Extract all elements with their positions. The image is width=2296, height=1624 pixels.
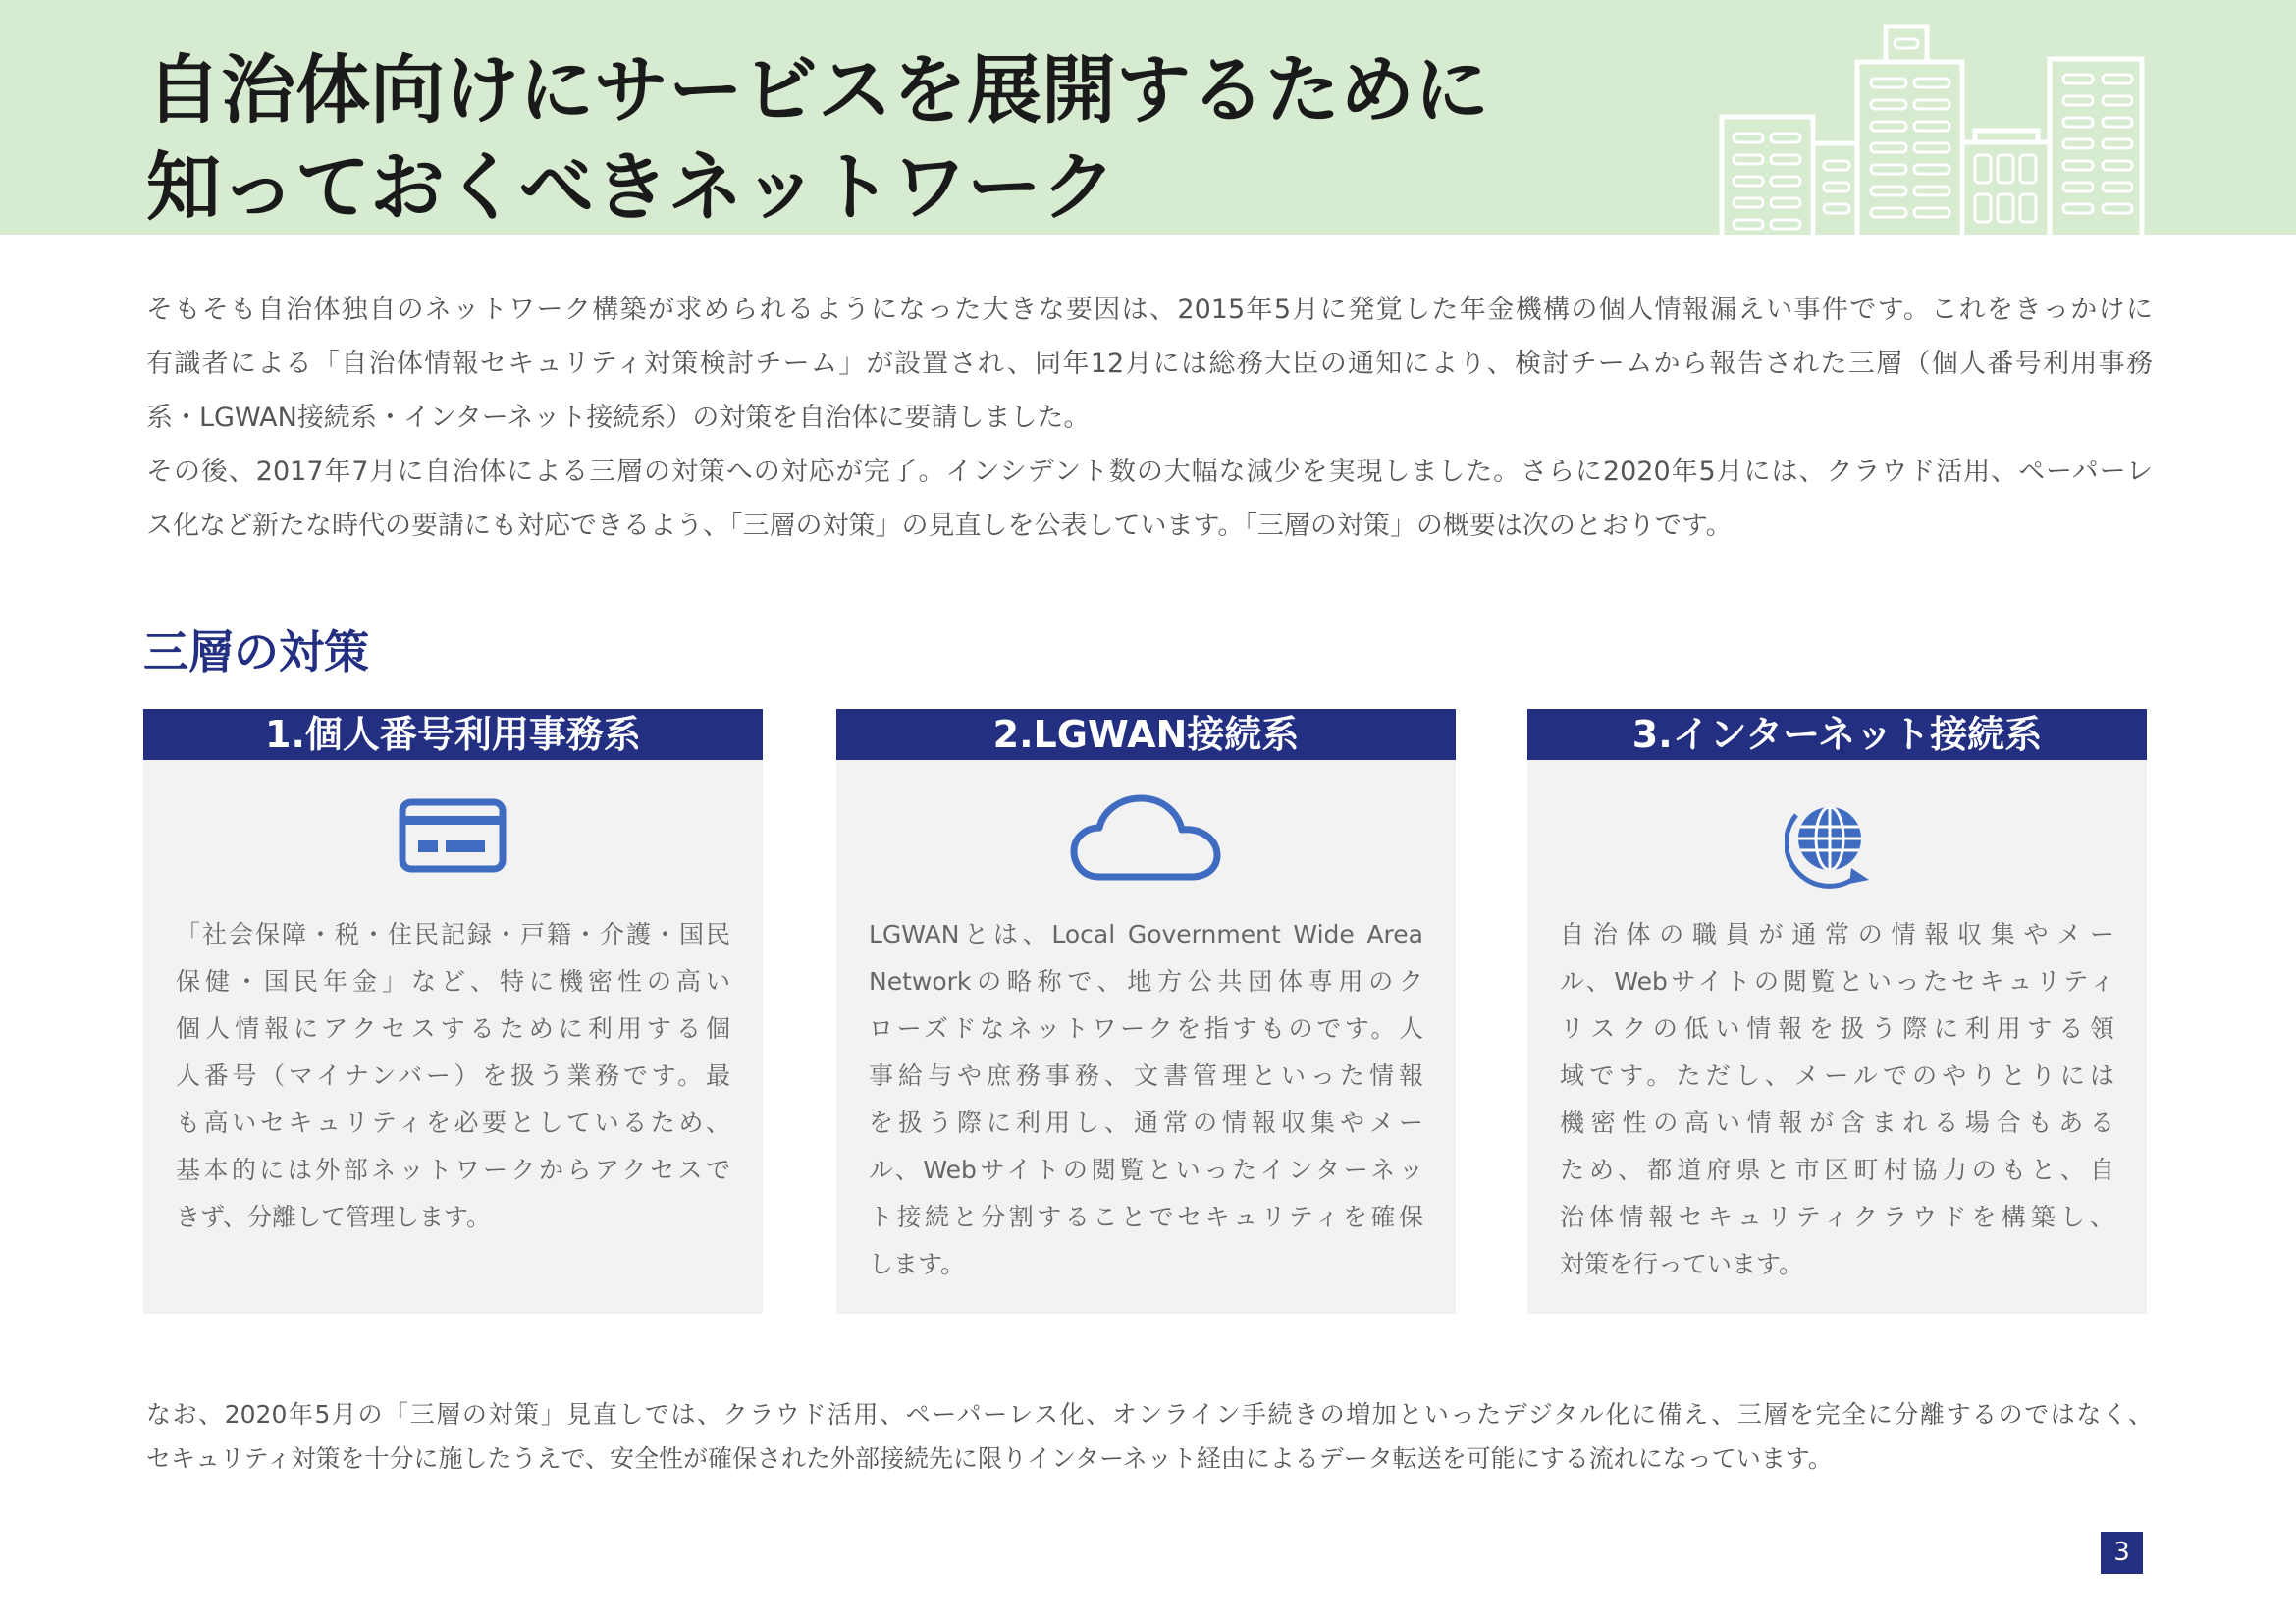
column-internet <box>1527 709 2147 1314</box>
intro-line: その後、2017年7月に自治体による三層の対策への対応が完了。インシデント数の大幅な減少を実現しました。さらに2020年5月には、クラウド活用、ペーパーレ <box>146 457 2153 487</box>
intro-line: ス化など新たな時代の要請にも対応できるよう、「三層の対策」の見直しを公表しています。「三層の対策」の概要は次のとおりです。 <box>146 511 1733 541</box>
column-description <box>1560 911 2114 1288</box>
column-line: ため、都道府県と市区町村協力のもと、自 <box>1560 1156 2114 1184</box>
column-line: を扱う際に利用し、通常の情報収集やメー <box>869 1109 1423 1137</box>
column-line: ル、Webサイトの閲覧といったインターネッ <box>869 1156 1423 1184</box>
column-line: 「社会保障・税・住民記録・戸籍・介護・国民 <box>176 920 730 948</box>
column-body <box>143 760 763 1314</box>
column-line: 事給与や庶務事務、文書管理といった情報 <box>869 1061 1423 1090</box>
column-line: Networkの略称で、地方公共団体専用のク <box>869 967 1423 996</box>
column-description <box>176 911 730 1241</box>
note-line: なお、2020年5月の「三層の対策」見直しでは、クラウド活用、ペーパーレス化、オンライン手続きの増加といったデジタル化に備え、三層を完全に分離するのではなく、 <box>146 1400 2153 1429</box>
intro-line: そもそも自治体独自のネットワーク構築が求められるようになった大きな要因は、2015年5月に発覚した年金機構の個人情報漏えい事件です。これをきっかけに <box>146 295 2153 325</box>
city-buildings-illustration <box>1718 18 2150 235</box>
intro-paragraph-2 <box>146 445 2153 553</box>
column-personal-number <box>143 709 763 1314</box>
id-card-icon <box>399 798 507 873</box>
column-line: ローズドなネットワークを指すものです。人 <box>869 1014 1423 1043</box>
column-line: 基本的には外部ネットワークからアクセスで <box>176 1156 730 1184</box>
column-line: 自治体の職員が通常の情報収集やメー <box>1560 920 2114 948</box>
column-line: 人番号（マイナンバー）を扱う業務です。最 <box>176 1061 730 1090</box>
header-band <box>0 0 2296 235</box>
column-line: 保健・国民年金」など、特に機密性の高い <box>176 967 730 996</box>
cloud-icon <box>1070 792 1221 883</box>
section-heading: 三層の対策 <box>143 625 369 678</box>
note-line: セキュリティ対策を十分に施したうえで、安全性が確保された外部接続先に限りインターネット経由によるデータ転送を可能にする流れになっています。 <box>146 1444 1833 1473</box>
column-description <box>869 911 1423 1288</box>
column-title: 3.インターネット接続系 <box>1527 709 2147 760</box>
page-title <box>146 41 1489 235</box>
column-line: きず、分離して管理します。 <box>176 1203 492 1231</box>
closing-note <box>146 1392 2153 1481</box>
column-lgwan <box>836 709 1456 1314</box>
column-line: ル、Webサイトの閲覧といったセキュリティ <box>1560 967 2114 996</box>
intro-line: 有識者による「自治体情報セキュリティ対策検討チーム」が設置され、同年12月には総務大臣の通知により、検討チームから報告された三層（個人番号利用事務 <box>146 349 2153 379</box>
column-line: リスクの低い情報を扱う際に利用する領 <box>1560 1014 2114 1043</box>
column-line: ト接続と分割することでセキュリティを確保 <box>869 1203 1423 1231</box>
column-line: 個人情報にアクセスするために利用する個 <box>176 1014 730 1043</box>
column-line: 域です。ただし、メールでのやりとりには <box>1560 1061 2114 1090</box>
column-line: します。 <box>869 1250 966 1278</box>
page-number: 3 <box>2101 1532 2143 1574</box>
intro-text <box>146 283 2153 553</box>
page-title-line-1: 自治体向けにサービスを展開するために <box>146 46 1489 134</box>
intro-paragraph-1 <box>146 283 2153 445</box>
column-line: も高いセキュリティを必要としているため、 <box>176 1109 730 1137</box>
globe-icon <box>1785 793 1881 890</box>
intro-line: 系・LGWAN接続系・インターネット接続系）の対策を自治体に要請しました。 <box>146 403 1091 433</box>
column-line: 治体情報セキュリティクラウドを構築し、 <box>1560 1203 2114 1231</box>
column-title: 2.LGWAN接続系 <box>836 709 1456 760</box>
page-title-line-2: 知っておくべきネットワーク <box>146 143 1116 231</box>
column-title: 1.個人番号利用事務系 <box>143 709 763 760</box>
building-b <box>1813 143 1860 235</box>
column-body <box>836 760 1456 1314</box>
column-body <box>1527 760 2147 1314</box>
column-line: LGWANとは、Local Government Wide Area <box>869 920 1423 948</box>
column-line: 機密性の高い情報が含まれる場合もある <box>1560 1109 2114 1137</box>
column-line: 対策を行っています。 <box>1560 1250 1804 1278</box>
